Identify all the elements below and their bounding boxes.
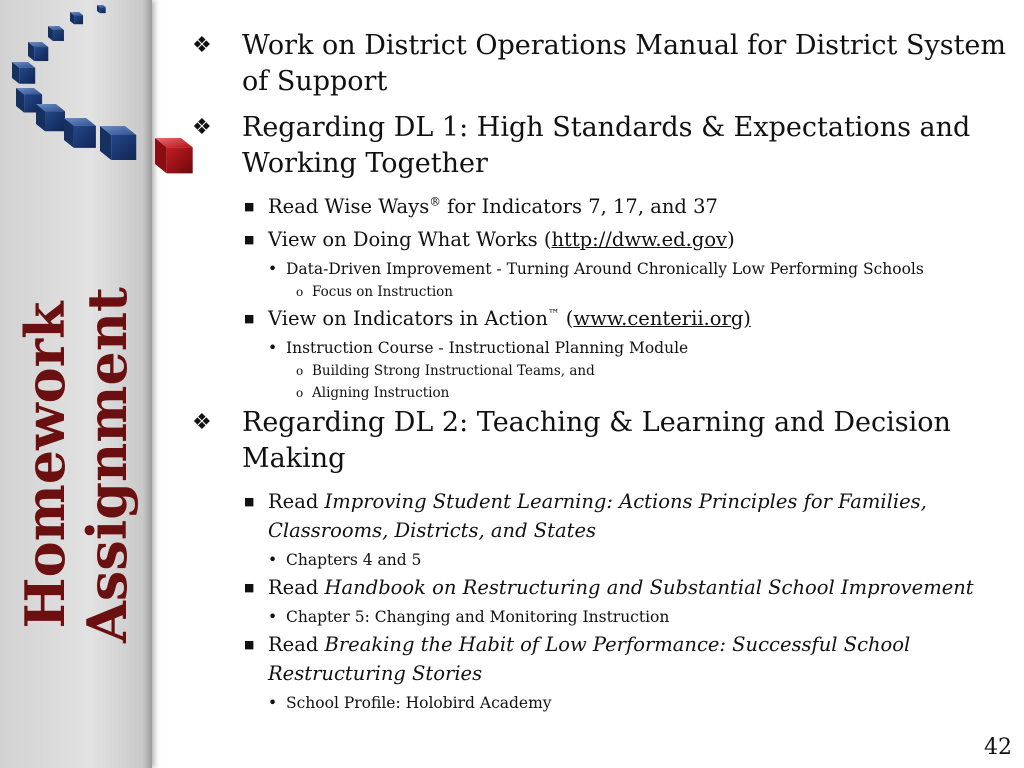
bullet-item [192, 630, 1018, 688]
bullet-item [192, 405, 1018, 477]
bullet-text: Read Wise Ways [268, 195, 430, 218]
dot-bullet-icon: • [268, 608, 278, 626]
bullet-item [192, 337, 1018, 360]
book-title: Breaking the Habit of Low Performance: Successful School Restructuring Stories [268, 633, 911, 685]
bullet-item [192, 28, 1018, 100]
bullet-item [192, 361, 1018, 382]
bullet-text: ) [727, 228, 735, 251]
circle-bullet-icon: o [296, 386, 304, 400]
trademark-symbol: ® [429, 194, 441, 209]
book-title: Handbook on Restructuring and Substantial School Improvement [324, 576, 974, 599]
bullet-text: Chapters 4 and 5 [286, 551, 422, 569]
square-bullet-icon: ■ [244, 495, 255, 508]
bullet-text: Data-Driven Improvement - Turning Around Chronically Low Performing Schools [286, 260, 924, 278]
bullet-item [192, 282, 1018, 303]
url-link[interactable]: www.centerii.org) [573, 307, 751, 330]
url-link[interactable]: http://dww.ed.gov [551, 228, 728, 251]
side-title-line-2: Assignment [75, 287, 139, 643]
bullet-text: Aligning Instruction [312, 385, 450, 401]
side-title [0, 287, 152, 650]
square-bullet-icon: ■ [244, 200, 255, 213]
book-title: Improving Student Learning: Actions Principles for Families, Classrooms, Districts, and States [268, 490, 927, 542]
bullet-text: Focus on Instruction [312, 284, 453, 300]
dot-bullet-icon: • [268, 339, 278, 357]
bullet-item [192, 606, 1018, 629]
bullet-item [192, 692, 1018, 715]
side-title-text [14, 287, 138, 643]
bullet-text: Instruction Course - Instructional Planning Module [286, 339, 689, 357]
bullet-text: Work on District Operations Manual for District System of Support [242, 30, 1007, 97]
square-bullet-icon: ■ [244, 312, 255, 325]
dot-bullet-icon: • [268, 260, 278, 278]
bullet-text: for Indicators 7, 17, and 37 [440, 195, 718, 218]
bullet-text: ( [559, 307, 574, 330]
bullet-item [192, 304, 1018, 333]
bullet-text: View on Indicators in Action [268, 307, 548, 330]
page-number: 42 [984, 735, 1012, 760]
bullet-item [192, 549, 1018, 572]
bullet-text: Chapter 5: Changing and Monitoring Instruction [286, 608, 670, 626]
bullet-text: Regarding DL 1: High Standards & Expectations and Working Together [242, 112, 971, 179]
bullet-item [192, 258, 1018, 281]
trademark-symbol: ™ [547, 306, 560, 321]
dot-bullet-icon: • [268, 551, 278, 569]
four-diamond-icon: ❖ [192, 33, 212, 58]
four-diamond-icon: ❖ [192, 410, 212, 435]
bullet-item [192, 487, 1018, 545]
bullet-text: View on Doing What Works ( [268, 228, 552, 251]
bullet-item [192, 110, 1018, 182]
bullet-text: Read [268, 576, 325, 599]
square-bullet-icon: ■ [244, 233, 255, 246]
bullet-text: Read [268, 633, 325, 656]
bullet-item [192, 573, 1018, 602]
side-title-line-1: Homework [13, 301, 77, 629]
bullet-text: School Profile: Holobird Academy [286, 694, 552, 712]
bullet-text: Regarding DL 2: Teaching & Learning and Decision Making [242, 407, 951, 474]
circle-bullet-icon: o [296, 364, 304, 378]
bullet-item [192, 225, 1018, 254]
dot-bullet-icon: • [268, 694, 278, 712]
circle-bullet-icon: o [296, 285, 304, 299]
four-diamond-icon: ❖ [192, 115, 212, 140]
bullet-text: Read [268, 490, 325, 513]
bullet-item [192, 192, 1018, 221]
square-bullet-icon: ■ [244, 638, 255, 651]
square-bullet-icon: ■ [244, 581, 255, 594]
bullet-text: Building Strong Instructional Teams, and [312, 363, 595, 379]
bullet-list [192, 28, 1018, 716]
bullet-item [192, 383, 1018, 404]
